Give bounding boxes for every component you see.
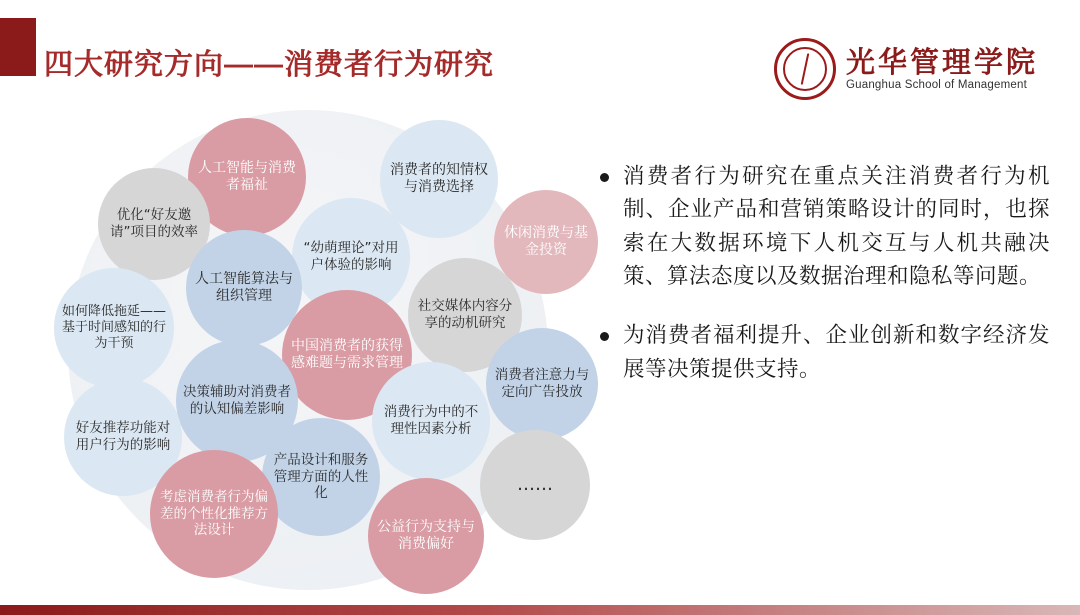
footer-stripe: [0, 605, 1080, 615]
topic-bubble: 好友推荐功能对用户行为的影响: [64, 378, 182, 496]
bullet-list: [600, 160, 1050, 412]
peking-university-seal-icon: [774, 38, 836, 100]
bullet-text: 为消费者福利提升、企业创新和数字经济发展等决策提供支持。: [623, 323, 1050, 382]
topic-bubble: 优化“好友邀请”项目的效率: [98, 168, 210, 280]
bullet-item: [600, 160, 1050, 293]
bullet-text: 消费者行为研究在重点关注消费者行为机制、企业产品和营销策略设计的同时，也探索在大数据环境下人机交互与人机共融决策、算法态度以及数据治理和隐私等问题。: [623, 164, 1050, 289]
topic-bubble: “幼萌理论”对用户体验的影响: [292, 198, 410, 316]
logo-text-block: [845, 44, 1038, 92]
topic-bubble: 中国消费者的获得感难题与需求管理: [282, 290, 412, 420]
topic-bubble: 社交媒体内容分享的动机研究: [408, 258, 522, 372]
topic-bubble: 如何降低拖延——基于时间感知的行为干预: [54, 268, 174, 388]
topic-bubble: 人工智能与消费者福祉: [188, 118, 306, 236]
topic-bubble: 消费者注意力与定向广告投放: [486, 328, 598, 440]
topic-bubble: 休闲消费与基金投资: [494, 190, 598, 294]
bullet-dot-icon: [600, 332, 609, 341]
topic-bubble: 消费行为中的不理性因素分析: [372, 362, 490, 480]
topic-bubble: ……: [480, 430, 590, 540]
topic-bubble: 考虑消费者行为偏差的个性化推荐方法设计: [150, 450, 278, 578]
title-accent-bar: [0, 18, 36, 76]
topic-bubble: 人工智能算法与组织管理: [186, 230, 302, 346]
logo-name-cn: 光华管理学院: [845, 44, 1038, 79]
page-title: 四大研究方向——消费者行为研究: [44, 49, 495, 81]
bullet-item: [600, 319, 1050, 386]
topic-bubble: 公益行为支持与消费偏好: [368, 478, 484, 594]
research-topic-bubble-cluster: [28, 100, 598, 600]
topic-bubble: 消费者的知情权与消费选择: [380, 120, 498, 238]
logo-name-en: Guanghua School of Management: [845, 79, 1027, 92]
school-logo: [774, 38, 1038, 100]
bullet-dot-icon: [600, 173, 609, 182]
topic-bubble: 决策辅助对消费者的认知偏差影响: [176, 340, 298, 462]
topic-bubble: 产品设计和服务管理方面的人性化: [262, 418, 380, 536]
